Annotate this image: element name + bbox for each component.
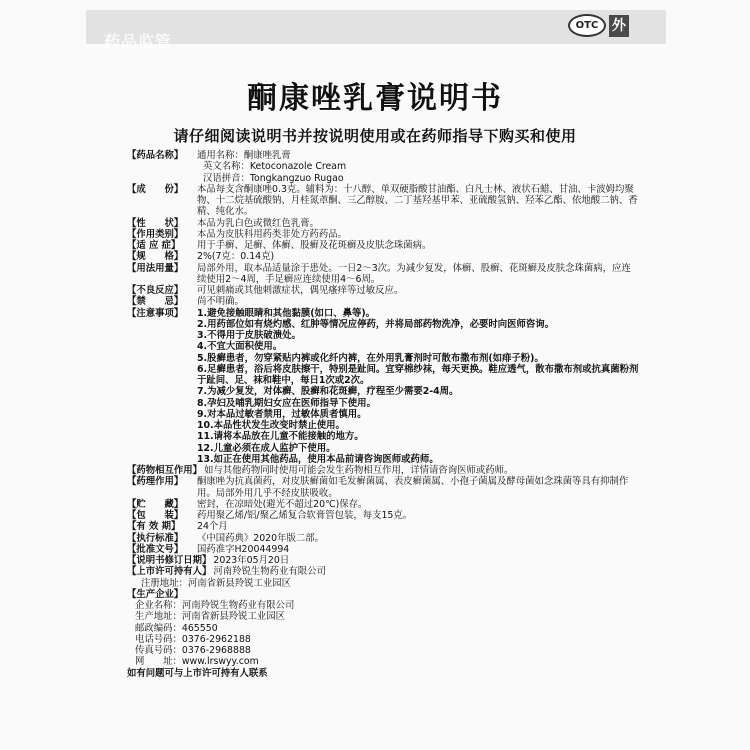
interaction-value: 如与其他药物同时使用可能会发生药物相互作用，详情请咨询医师或药师。 [204,465,514,476]
indication-label: 【适 应 症】 [127,240,181,251]
note-item: 12.儿童必须在成人监护下使用。 [197,442,336,454]
mah-address-row [127,578,639,589]
validity-value: 24个月 [197,521,228,533]
manufacturer-website: 网 址：www.lrswyy.com [135,656,259,668]
note-item: 1.避免接触眼睛和其他黏膜(如口、鼻等)。 [197,307,376,319]
note-item: 5.股癣患者，勿穿紧贴内裤或化纤内裤，在外用乳膏剂时可散布撒布剂(如痱子粉)。 [197,352,544,364]
usage-label: 【用法用量】 [127,262,184,274]
page-subtitle: 请仔细阅读说明书并按说明使用或在药师指导下购买和使用 [173,127,577,145]
validity-row [127,521,639,532]
postcode-row [127,623,639,634]
composition-row [127,184,639,218]
mah-address: 注册地址：河南省新县羚锐工业园区 [141,577,292,589]
pharmacology-label: 【药理作用】 [127,476,184,488]
character-value: 本品为乳白色或微红色乳膏。 [197,217,319,229]
revision-value: 2023年05月20日 [213,555,290,566]
otc-badge: OTC [568,14,606,37]
manufacturer-phone: 电话号码：0376-2962188 [135,633,251,645]
note-item: 9.对本品过敏者禁用，过敏体质者慎用。 [197,408,367,420]
composition-value: 本品每支含酮康唑0.3克。辅料为：十八醇、单双硬脂酸甘油酯、白凡士林、液状石蜡、甘油、卡波姆均聚物、十二烷基硫酸钠、月桂氮䓬酮、三乙醇胺、二丁基羟基甲苯、亚硫酸氢钠、羟苯乙酯、依地酸二钠、香精、纯化水。 [197,183,638,218]
package-row [127,510,639,521]
fax-row [127,645,639,656]
interaction-row [127,465,639,476]
drug-name-label: 【药品名称】 [127,150,184,161]
generic-name: 通用名称：酮康唑乳膏 [197,150,291,161]
note-item: 6.足癣患者，浴后将皮肤擦干，特别是趾间。宜穿棉纱袜，每天更换。鞋应透气，散布撒布剂或抗真菌粉剂于趾间、足、袜和鞋中，每日1次或2次。 [197,363,639,386]
info-body [127,150,639,679]
contra-row [127,296,639,307]
package-label: 【包 装】 [127,510,184,521]
category-row [127,229,639,240]
mah-row [127,566,639,577]
character-row [127,218,639,229]
manufacturer-name: 企业名称：河南羚锐生物药业有限公司 [135,600,295,611]
manufacturer-fax: 传真号码：0376-2968888 [135,645,251,656]
approval-row [127,544,639,555]
footer-note: 如有问题可与上市许可持有人联系 [127,667,268,679]
approval-label: 【批准文号】 [127,543,184,555]
note-item: 4.不宜大面积使用。 [197,341,283,353]
footer-note-row [127,668,639,679]
manufacturer-address: 生产地址：河南省新县羚锐工业园区 [135,611,286,623]
notes-list [197,308,639,466]
manufacturer-label: 【生产企业】 [127,588,184,600]
note-item: 2.用药部位如有烧灼感、红肿等情况应停药，并将局部药物洗净，必要时向医师咨询。 [197,318,554,330]
pharmacology-row [127,476,639,499]
note-item: 8.孕妇及哺乳期妇女应在医师指导下使用。 [197,397,376,409]
standard-label: 【执行标准】 [127,532,184,544]
spec-label: 【规 格】 [127,251,184,263]
english-name-row [127,161,639,172]
english-name: 英文名称：Ketoconazole Cream [203,161,347,173]
note-item: 3.不得用于皮肤破溃处。 [197,330,301,341]
manufacturer-row [127,589,639,600]
phone-row [127,634,639,645]
interaction-label: 【药物相互作用】 [127,465,203,476]
notes-row [127,308,639,466]
website-row [127,656,639,667]
revision-row [127,555,639,566]
badges [568,14,629,37]
note-item: 10.本品性状发生改变时禁止使用。 [197,420,345,431]
standard-row [127,533,639,544]
storage-row [127,499,639,510]
usage-row [127,263,639,286]
notes-label: 【注意事项】 [127,307,184,319]
mah-label: 【上市许可持有人】 [127,566,212,578]
standard-value: 《中国药典》2020年版二部。 [197,532,324,544]
manufacturer-postcode: 邮政编码：465550 [135,622,218,634]
pinyin-row [127,173,639,184]
manufacturer-address-row [127,611,639,622]
spec-row [127,251,639,262]
revision-label: 【说明书修订日期】 [127,555,212,566]
mah-value: 河南羚锐生物药业有限公司 [213,566,326,578]
spec-value: 2%(7克：0.14克) [197,251,275,263]
note-item: 11.请将本品放在儿童不能接触的地方。 [197,431,364,443]
character-label: 【性 状】 [127,217,184,229]
drug-name-row [127,150,639,161]
package-value: 药用聚乙烯/铝/聚乙烯复合软膏管包装，每支15克。 [197,510,413,521]
adverse-label: 【不良反应】 [127,285,184,296]
composition-label: 【成 份】 [127,183,184,195]
note-item: 13.如正在使用其他药品，使用本品前请咨询医师或药师。 [197,453,439,465]
storage-label: 【贮 藏】 [127,498,184,510]
validity-label: 【有 效 期】 [127,521,181,533]
page-title: 酮康唑乳膏说明书 [247,81,503,116]
note-item: 7.为减少复发，对体癣、股癣和花斑癣，疗程至少需要2-4周。 [197,386,459,398]
external-use-badge: 外 [609,15,629,37]
indication-value: 用于手癣、足癣、体癣、股癣及花斑癣及皮肤念珠菌病。 [197,240,432,251]
storage-value: 密封，在凉暗处(避光不超过20℃)保存。 [197,498,368,510]
category-value: 本品为皮肤科用药类非处方药药品。 [197,228,348,240]
contra-value: 尚不明确。 [197,296,244,308]
pharmacology-value: 酮康唑为抗真菌药，对皮肤癣菌如毛发癣菌属、表皮癣菌属、小孢子菌属及酵母菌如念珠菌等具有抑制作用。局部外用几乎不经皮肤吸收。 [197,476,629,499]
adverse-row [127,285,639,296]
manufacturer-name-row [127,600,639,611]
adverse-value: 可见刺痛或其他刺激症状，偶见瘙痒等过敏反应。 [197,285,404,296]
approval-value: 国药准字H20044994 [197,543,290,555]
category-label: 【作用类别】 [127,228,184,240]
indication-row [127,240,639,251]
usage-value: 局部外用，取本品适量涂于患处。一日2～3次。为减少复发，体癣、股癣、花斑癣及皮肤念珠菌病，应连续使用2～4周，手足癣应连续使用4～6周。 [197,262,631,285]
watermark: 药品监管 [104,32,173,51]
pinyin-name: 汉语拼音：Tongkangzuo Rugao [203,172,344,184]
contra-label: 【禁 忌】 [127,296,184,308]
